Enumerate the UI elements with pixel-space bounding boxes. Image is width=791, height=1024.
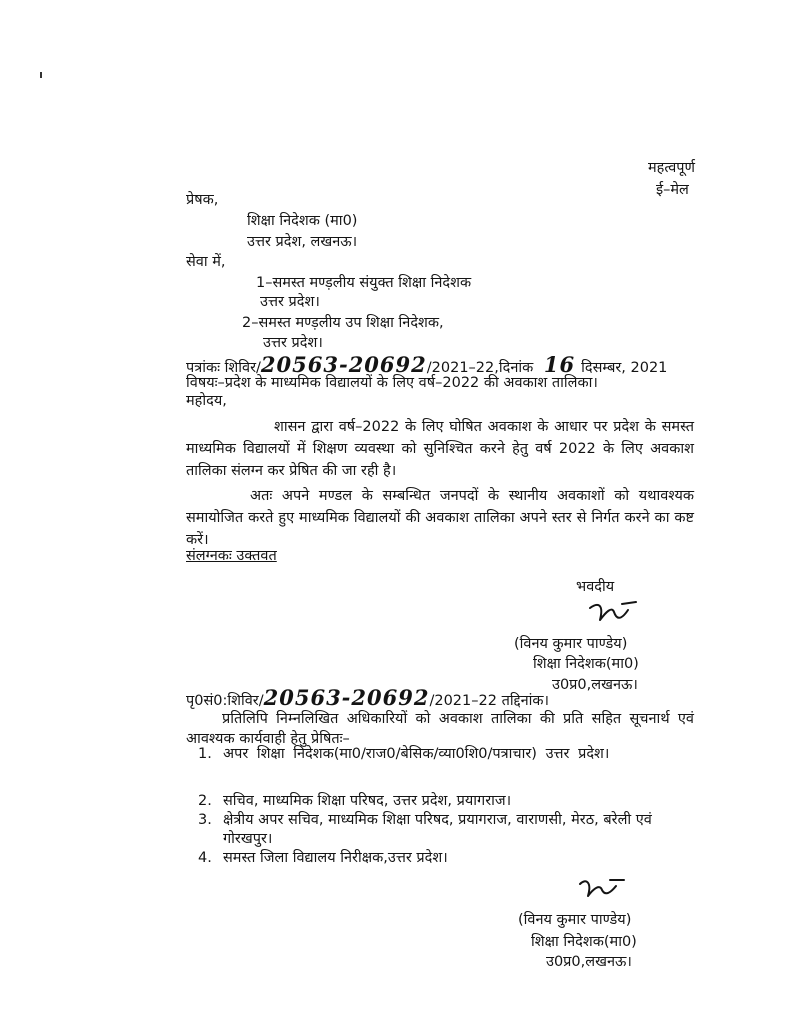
- reference-handwritten-number: 20563-20692: [260, 352, 427, 377]
- recipient-1-line2: उत्तर प्रदेश।: [260, 294, 320, 310]
- signatory-designation: शिक्षा निदेशक(मा0): [533, 656, 639, 672]
- recipient-2-line1: 2–समस्त मण्ड़लीय उप शिक्षा निदेशक,: [242, 315, 444, 331]
- signature-2: [574, 876, 634, 912]
- body-paragraph-1: शासन द्वारा वर्ष–2022 के लिए घोषित अवकाश के आधार पर प्रदेश के समस्त माध्यमिक विद्यालयों में शिक्षण व्यवस्था को सुनिश्चित करने हेतु वर्ष 2022 के लिए अवकाश तालिका संलग्न कर प्रेषित की जा रही है।: [186, 419, 694, 479]
- recipients-label: सेवा में,: [186, 254, 226, 270]
- signature-1: [584, 598, 644, 638]
- sender-place: उत्तर प्रदेश, लखनऊ।: [247, 234, 358, 250]
- priority-label: महत्वपूर्ण: [648, 160, 695, 176]
- reference-year: /2021–22,दिनांक: [426, 360, 534, 376]
- signatory-2-designation: शिक्षा निदेशक(मा0): [531, 934, 637, 950]
- reference-date-rest: दिसम्बर, 2021: [581, 360, 668, 376]
- reference-handwritten-day: 16: [543, 352, 576, 377]
- recipient-1-line1: 1–समस्त मण्ड़लीय संयुक्त शिक्षा निदेशक: [256, 275, 472, 291]
- enclosure-note: संलग्नकः उक्तवत: [186, 548, 277, 564]
- cc-item-1: 1. अपर शिक्षा निदेशक(मा0/राज0/बेसिक/व्या0शि0/पत्राचार) उत्तर प्रदेश।: [198, 746, 610, 762]
- endorsement-line: [186, 685, 549, 710]
- reference-line: [186, 352, 667, 377]
- salutation: महोदय,: [186, 393, 227, 409]
- reference-prefix: पत्रांकः शिविर/: [186, 360, 261, 376]
- scan-speck: [40, 72, 42, 78]
- signatory-2-name: (विनय कुमार पाण्डेय): [518, 912, 632, 928]
- recipient-2-line2: उत्तर प्रदेश।: [263, 335, 323, 351]
- endorsement-prefix: पृ0सं0:शिविर/: [186, 693, 264, 709]
- closing-text: भवदीय: [576, 579, 615, 595]
- endorsement-intro: प्रतिलिपि निम्नलिखित अधिकारियों को अवकाश तालिका की प्रति सहित सूचनार्थ एवं आवश्यक कार्यवाही हेतु प्रेषितः–: [186, 711, 694, 747]
- endorsement-suffix: /2021–22 तद्दिनांक।: [429, 693, 550, 709]
- cc-item-4: 4. समस्त जिला विद्यालय निरीक्षक,उत्तर प्रदेश।: [198, 850, 448, 866]
- mode-label: ई–मेल: [656, 182, 689, 198]
- signatory-name: (विनय कुमार पाण्डेय): [514, 636, 628, 652]
- endorsement-handwritten-number: 20563-20692: [263, 685, 430, 710]
- signatory-place: उ0प्र0,लखनऊ।: [552, 677, 638, 693]
- body-paragraph-2: अतः अपने मण्डल के सम्बन्धित जनपदों के स्थानीय अवकाशों को यथावश्यक समायोजित करते हुए माध्यमिक विद्यालयों की अवकाश तालिका अपने स्तर से निर्गत करने का कष्ट करें।: [186, 488, 694, 548]
- sender-name: शिक्षा निदेशक (मा0): [247, 213, 358, 229]
- sender-label: प्रेषक,: [186, 192, 219, 208]
- cc-item-3: 3. क्षेत्रीय अपर सचिव, माध्यमिक शिक्षा परिषद, प्रयागराज, वाराणसी, मेरठ, बरेली एवं गोरखपुर।: [198, 812, 652, 847]
- cc-item-2: 2. सचिव, माध्यमिक शिक्षा परिषद, उत्तर प्रदेश, प्रयागराज।: [198, 793, 512, 809]
- signatory-2-place: उ0प्र0,लखनऊ।: [546, 954, 632, 970]
- subject-line: विषयः–प्रदेश के माध्यमिक विद्यालयों के लिए वर्ष–2022 की अवकाश तालिका।: [186, 375, 598, 391]
